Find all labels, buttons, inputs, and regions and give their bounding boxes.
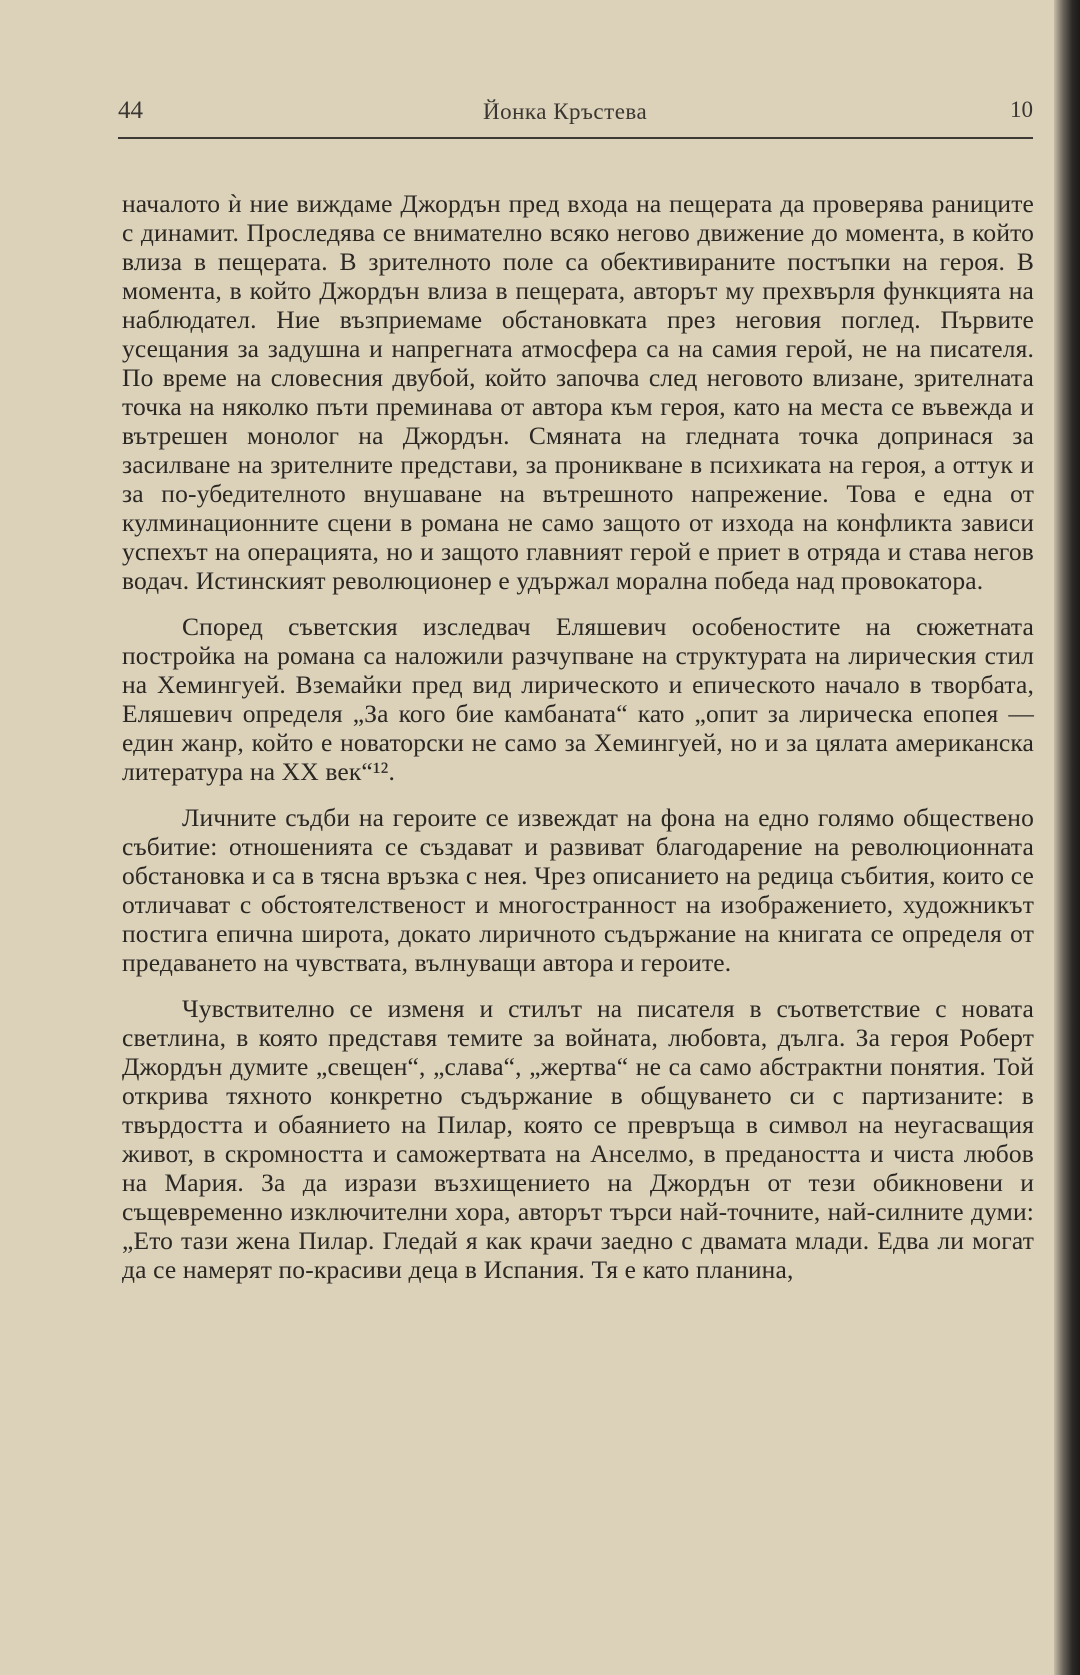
paragraph-continuation: началото ѝ ние виждаме Джордън пред входа на пещерата да проверява раниците с динамит. Проследява се внимателно всяко негово движение до момента, в който влиза в пещерата. В зрителното поле са обективираните постъпки на героя. В момента, в който Джордън влиза в пещерата, авторът му прехвърля функцията на наблюдател. Ние възприемаме обстановката през неговия поглед. Първите усещания за задушна и напрегната атмосфера са на самия герой, не на писателя. По време на словесния двубой, който започва след неговото влизане, зрителната точка на няколко пъти преминава от автора към героя, като на места се въвежда и вътрешен монолог на Джордън. Смяната на гледната точка допринася за засилване на зрителните представи, за проникване в психиката на героя, а оттук и за по-убедителното внушаване на вътрешното напрежение. Това е една от кулминационните сцени в романа не само защото от изхода на конфликта зависи успехът на операцията, но и защото главният герой е приет в отряда и става негов водач. Истинският революционер е удържал морална победа над провокатора. — [122, 189, 1034, 595]
paragraph-style-change: Чувствително се изменя и стилът на писателя в съответствие с новата светлина, в която представя темите за войната, любовта, дълга. За героя Роберт Джордън думите „свещен“, „слава“, „жертва“ не са само абстрактни понятия. Той открива тяхното конкретно съдържание в общуването си с партизаните: в твърдостта и обаянието на Пилар, която се превръща в символ на неугасващия живот, в скромността и саможертвата на Анселмо, в предаността и чиста любов на Мария. За да изрази възхищението на Джордън от тези обикновени и същевременно изключителни хора, авторът търси най-точните, най-силните думи: „Ето тази жена Пилар. Гледай я как крачи заедно с двамата млади. Едва ли могат да се намерят по-красиви деца в Испания. Тя е като планина, — [122, 994, 1034, 1284]
header-rule — [118, 137, 1033, 139]
paragraph-personal-fates: Личните съдби на героите се извеждат на фона на едно голямо обществено събитие: отношенията се създават и развиват благодарение на революционната обстановка и са в тясна връзка с нея. Чрез описанието на редица събития, които се отличават с обстоятелственост и многостранност на изображението, художникът постига епична широта, докато лиричното съдържание на книгата се определя от предаването на чувствата, вълнуващи автора и героите. — [122, 803, 1034, 977]
page-number: 44 — [118, 97, 143, 124]
signature-mark: 10 — [1010, 97, 1033, 122]
running-title: Йонка Кръстева — [483, 99, 648, 124]
body-text — [122, 189, 1034, 1301]
book-binding-edge — [1054, 0, 1080, 1675]
running-head — [118, 97, 1033, 133]
paragraph-eliashevich: Според съветския изследвач Еляшевич особеностите на сюжетната постройка на романа са наложили разчупване на структурата на лирическия стил на Хемингуей. Вземайки пред вид лирическото и епическото начало в творбата, Еляшевич определя „За кого бие камбаната“ като „опит за лирическа епопея — един жанр, който е новаторски не само за Хемингуей, но и за цялата американска литература на XX век“¹². — [122, 612, 1034, 786]
